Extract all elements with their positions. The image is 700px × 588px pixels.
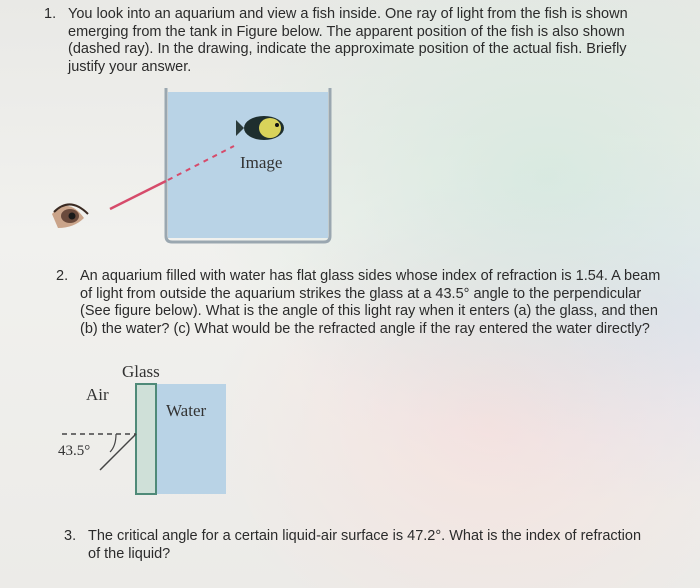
air-label: Air (86, 385, 109, 404)
question-3 (64, 528, 664, 568)
glass-label: Glass (122, 362, 160, 381)
image-label: Image (240, 153, 283, 172)
question-1-number: 1. (44, 6, 57, 22)
question-3-text: The critical angle for a certain liquid-air surface is 47.2°. What is the index of refraction of the liquid? (88, 528, 642, 562)
incident-ray (100, 434, 136, 470)
question-1-text: You look into an aquarium and view a fish inside. One ray of light from the fish is shown emerging from the tank in Figure below. The apparent position of the fish is also shown (dashed ray). In the drawing, indicate the approximate position of the actual fish. Briefly justify your answer. (68, 6, 628, 75)
question-2-text: An aquarium filled with water has flat glass sides whose index of refraction is 1.54. A beam of light from outside the aquarium strikes the glass at a 43.5° angle to the perpendicular (See figure below). What is the angle of this light ray when it enters (a) the glass, and then (b) the water? (c) What would be the refracted angle if the ray entered the water directly? (80, 268, 661, 337)
question-2-number: 2. (56, 268, 69, 284)
glass-slab (136, 384, 156, 494)
question-3-number: 3. (64, 528, 77, 544)
water-label: Water (166, 401, 207, 420)
angle-label: 43.5° (58, 443, 91, 459)
angle-arc (110, 434, 116, 452)
